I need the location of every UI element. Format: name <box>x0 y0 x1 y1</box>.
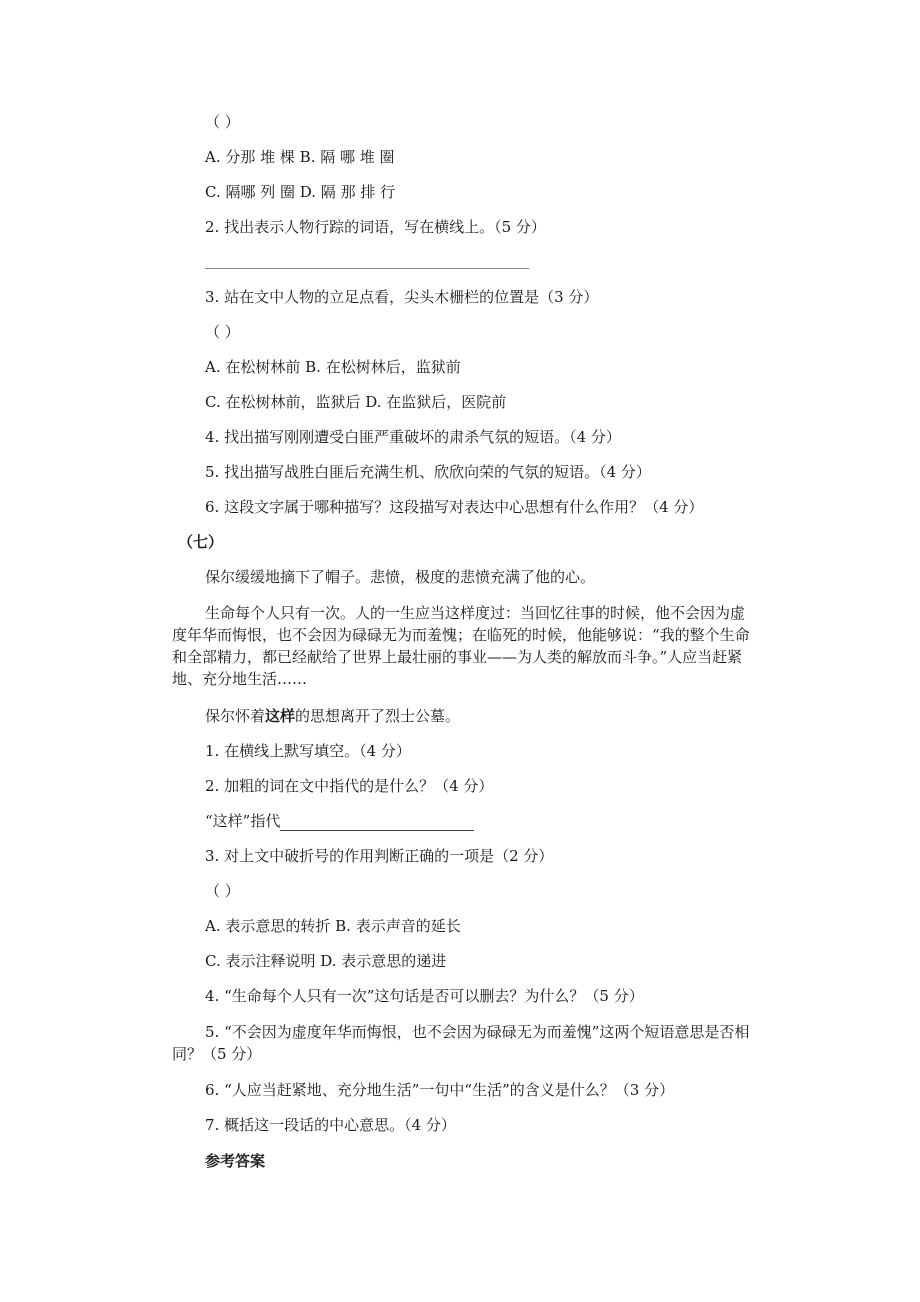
answer-parentheses: （ ） <box>205 323 240 341</box>
fill-label: “这样”指代 <box>205 812 281 830</box>
question-6: 6. 这段文字属于哪种描写？这段描写对表达中心思想有什么作用？（4 分） <box>205 498 704 516</box>
paragraph-text: 的思想离开了烈士公墓。 <box>295 707 461 725</box>
fill-in-line <box>205 811 474 831</box>
question-5: 5. “不会因为虚度年华而悔恨，也不会因为碌碌无为而羞愧”这两个短语意思是否相同？（5 分） <box>172 1023 750 1063</box>
option-line-cd: C. 表示注释说明 D. 表示意思的递进 <box>205 952 447 970</box>
question-6: 6. “人应当赶紧地、充分地生活”一句中“生活”的含义是什么？（3 分） <box>205 1081 675 1099</box>
option-line-ab: A. 表示意思的转折 B. 表示声音的延长 <box>205 917 461 935</box>
question-2: 2. 加粗的词在文中指代的是什么？（4 分） <box>205 777 494 795</box>
paragraph-text: 保尔怀着 <box>205 707 266 725</box>
answer-parentheses: （ ） <box>205 882 240 900</box>
passage-paragraph-3 <box>205 706 460 726</box>
question-3: 3. 站在文中人物的立足点看，尖头木栅栏的位置是（3 分） <box>205 288 599 306</box>
option-line-cd: C. 在松树林前，监狱后 D. 在监狱后，医院前 <box>205 393 507 411</box>
question-5: 5. 找出描写战胜白匪后充满生机、欣欣向荣的气氛的短语。（4 分） <box>205 463 651 481</box>
passage-paragraph-2: 生命每个人只有一次。人的一生应当这样度过：当回忆往事的时候，他不会因为虚度年华而悔恨，也不会因为碌碌无为而羞愧；在临死的时候，他能够说：“我的整个生命和全部精力，都已经献给了世界上最壮丽的事业——为人类的解放而斗争。”人应当赶紧地、充分地生活…… <box>172 604 750 688</box>
question-3: 3. 对上文中破折号的作用判断正确的一项是（2 分） <box>205 847 554 865</box>
option-line-ab: A. 分那 堆 棵 B. 隔 哪 堆 圈 <box>205 148 395 166</box>
question-7: 7. 概括这一段话的中心意思。（4 分） <box>205 1116 456 1134</box>
answer-blank-line <box>205 268 529 269</box>
bold-word: 这样 <box>265 707 296 725</box>
option-line-ab: A. 在松树林前 B. 在松树林后，监狱前 <box>205 358 461 376</box>
option-line-cd: C. 隔哪 列 圈 D. 隔 那 排 行 <box>205 183 396 201</box>
question-4: 4. 找出描写刚刚遭受白匪严重破坏的肃杀气氛的短语。（4 分） <box>205 428 621 446</box>
section-title: （七） <box>178 533 224 551</box>
answer-parentheses: （ ） <box>205 113 240 131</box>
fill-blank[interactable] <box>280 816 474 831</box>
question-1: 1. 在横线上默写填空。（4 分） <box>205 742 411 760</box>
question-2: 2. 找出表示人物行踪的词语，写在横线上。（5 分） <box>205 218 546 236</box>
passage-paragraph-1: 保尔缓缓地摘下了帽子。悲愤，极度的悲愤充满了他的心。 <box>205 568 596 586</box>
question-4: 4. “生命每个人只有一次”这句话是否可以删去？为什么？（5 分） <box>205 987 644 1005</box>
answers-heading: 参考答案 <box>205 1152 266 1170</box>
